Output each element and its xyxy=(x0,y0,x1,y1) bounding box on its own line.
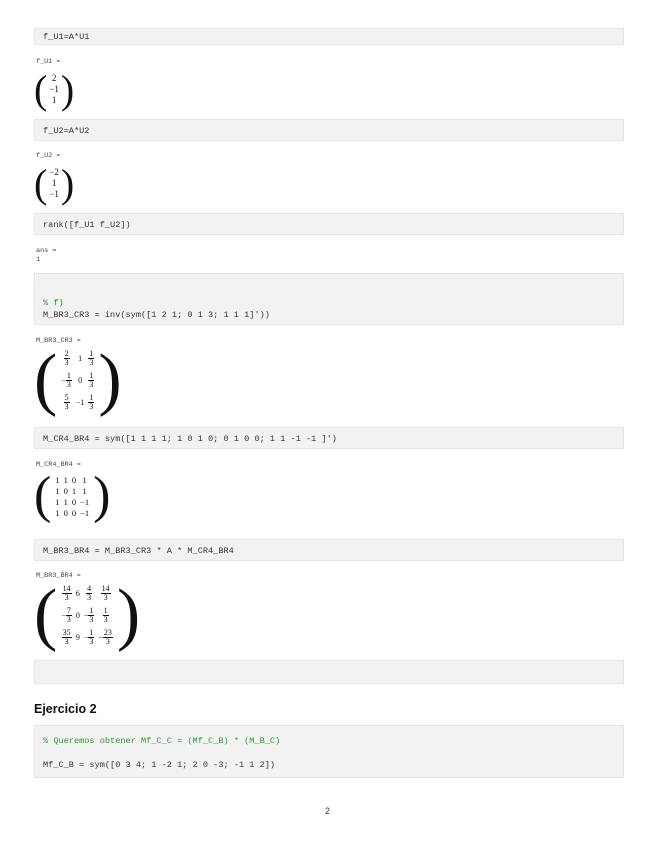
matrix-cell: −1 xyxy=(49,189,59,199)
fraction-denominator: 3 xyxy=(103,614,108,624)
fraction-denominator: 3 xyxy=(64,401,69,411)
fraction-denominator: 3 xyxy=(89,357,94,367)
left-paren: ( xyxy=(34,341,58,418)
code-cell-m-br3-cr3[interactable] xyxy=(34,273,624,325)
code-cell-rank[interactable] xyxy=(34,213,624,235)
matrix-cell: −1 xyxy=(80,496,90,507)
fraction-numerator: 1 xyxy=(103,605,108,615)
matrix-output xyxy=(34,160,74,207)
fraction-numerator: 35 xyxy=(62,627,71,637)
fraction-numerator: 7 xyxy=(66,605,71,615)
matrix-cell: 0 xyxy=(63,485,68,496)
fraction-numerator: 2 xyxy=(64,348,69,358)
fraction-numerator: 14 xyxy=(62,583,71,593)
right-paren: ) xyxy=(60,161,75,206)
right-paren: ) xyxy=(98,341,122,418)
fraction-numerator: 1 xyxy=(89,605,94,615)
matrix-cell: 1 xyxy=(51,95,57,105)
matrix-cell: 1 xyxy=(55,485,60,496)
code-line: f_U1=A*U1 xyxy=(43,32,90,42)
matrix-cell: 1 xyxy=(51,178,57,188)
fraction-numerator: 14 xyxy=(101,583,110,593)
matrix-cell: 0 xyxy=(63,507,68,518)
left-paren: ( xyxy=(34,67,48,112)
code-comment: % Queremos obtener Mf_C_C = (Mf_C_B) * (M_B_C) xyxy=(43,736,281,746)
right-paren: ) xyxy=(93,467,111,524)
output-label: ans = xyxy=(36,247,57,255)
matrix-cell: 1 xyxy=(82,474,87,485)
fraction-denominator: 3 xyxy=(89,614,94,624)
matrix-output xyxy=(34,467,111,524)
matrix-cell: −1 xyxy=(49,84,59,94)
code-cell-ejercicio-2[interactable] xyxy=(34,725,624,778)
matrix-cell: 2 xyxy=(51,73,57,83)
matrix-cell: 1 xyxy=(82,485,87,496)
matrix-cell: 6 xyxy=(75,588,80,598)
matrix-cell: 0 xyxy=(71,474,77,485)
output-label: M_BR3_BR4 = xyxy=(36,572,81,580)
page-number: 2 xyxy=(324,806,330,816)
fraction-denominator: 3 xyxy=(64,592,69,602)
matrix-cell: 1 xyxy=(71,485,77,496)
left-paren: ( xyxy=(34,576,58,653)
matrix-cell: 0 xyxy=(71,507,77,518)
output-label: f_U2 = xyxy=(36,152,61,160)
fraction-denominator: 3 xyxy=(64,636,69,646)
fraction-denominator: 3 xyxy=(89,379,94,389)
code-cell-m-cr4-br4[interactable] xyxy=(34,427,624,449)
right-paren: ) xyxy=(116,576,141,653)
fraction-numerator: 1 xyxy=(89,370,94,380)
fraction-numerator: 1 xyxy=(89,348,94,358)
matrix-output: ( $\frac{2}{3}$ 1 $\frac{1}{3}$ − $\frac{1}{3}$ 0 $\frac{1}{3}$ $\frac{5}{3}$ −1 $\frac{1}{3}$ ) xyxy=(34,341,122,418)
fraction-denominator: 3 xyxy=(89,401,94,411)
fraction-denominator: 3 xyxy=(103,592,108,602)
code-line: M_BR3_CR3 = inv(sym([1 2 1; 0 1 3; 1 1 1]')) xyxy=(43,310,270,320)
output-label: M_CR4_BR4 = xyxy=(36,461,81,469)
fraction-numerator: 4 xyxy=(87,583,92,593)
fraction-numerator: 5 xyxy=(64,392,69,402)
code-line: rank([f_U1 f_U2]) xyxy=(43,220,131,230)
code-line: Mf_C_B = sym([0 3 4; 1 -2 1; 2 0 -3; -1 1 2]) xyxy=(43,760,276,770)
code-line: f_U2=A*U2 xyxy=(43,126,90,136)
matrix-cell: 1 xyxy=(63,496,68,507)
code-cell-f-u1[interactable] xyxy=(34,28,624,45)
fraction-denominator: 3 xyxy=(64,357,69,367)
output-value: 1 xyxy=(36,256,41,264)
fraction-denominator: 3 xyxy=(66,614,71,624)
matrix-cell: −2 xyxy=(49,167,59,177)
section-heading: Ejercicio 2 xyxy=(34,702,97,716)
matrix-cell: 0 xyxy=(78,375,83,385)
output-label: f_U1 = xyxy=(36,58,61,66)
fraction-numerator: 1 xyxy=(89,627,94,637)
matrix-output xyxy=(34,66,74,113)
matrix-cell: 1 xyxy=(78,353,83,363)
fraction-denominator: 3 xyxy=(87,592,92,602)
matrix-cell: 1 xyxy=(55,496,60,507)
code-cell-f-u2[interactable] xyxy=(34,119,624,141)
code-comment: % f) xyxy=(43,298,64,308)
fraction-denominator: 3 xyxy=(66,379,71,389)
fraction-denominator: 3 xyxy=(89,636,94,646)
fraction-numerator: 1 xyxy=(66,370,71,380)
fraction-numerator: 23 xyxy=(103,627,112,637)
matrix-cell: 1 xyxy=(55,507,60,518)
code-cell-m-br3-br4[interactable] xyxy=(34,539,624,561)
matrix-cell: −1 xyxy=(75,397,85,407)
matrix-cell: 1 xyxy=(63,474,68,485)
code-cell-empty[interactable] xyxy=(34,660,624,684)
matrix-cell: −1 xyxy=(80,507,90,518)
fraction-denominator: 3 xyxy=(105,636,110,646)
fraction-numerator: 1 xyxy=(89,392,94,402)
right-paren: ) xyxy=(60,67,75,112)
code-line: M_BR3_BR4 = M_BR3_CR3 * A * M_CR4_BR4 xyxy=(43,546,234,556)
matrix-cell: 9 xyxy=(75,632,80,642)
matrix-cell: 0 xyxy=(75,610,80,620)
left-paren: ( xyxy=(34,161,48,206)
matrix-cell: 1 xyxy=(55,474,60,485)
matrix-cell: 0 xyxy=(71,496,77,507)
code-line: M_CR4_BR4 = sym([1 1 1 1; 1 0 1 0; 0 1 0 0; 1 1 -1 -1 ]') xyxy=(43,434,337,444)
left-paren: ( xyxy=(34,467,52,524)
matrix-output: ( $\frac{14}{3}$ 6 $\frac{4}{3}$ $\frac{14}{3}$ − $\frac{7}{3}$ 0 − $\frac{1}{3}$ $\frac{1}{3}$ $\frac{35}{3}$ 9 − $\frac{1}{3}$ − $\frac{23}{3}$ ) xyxy=(34,576,141,653)
output-label: M_BR3_CR3 = xyxy=(36,337,81,345)
